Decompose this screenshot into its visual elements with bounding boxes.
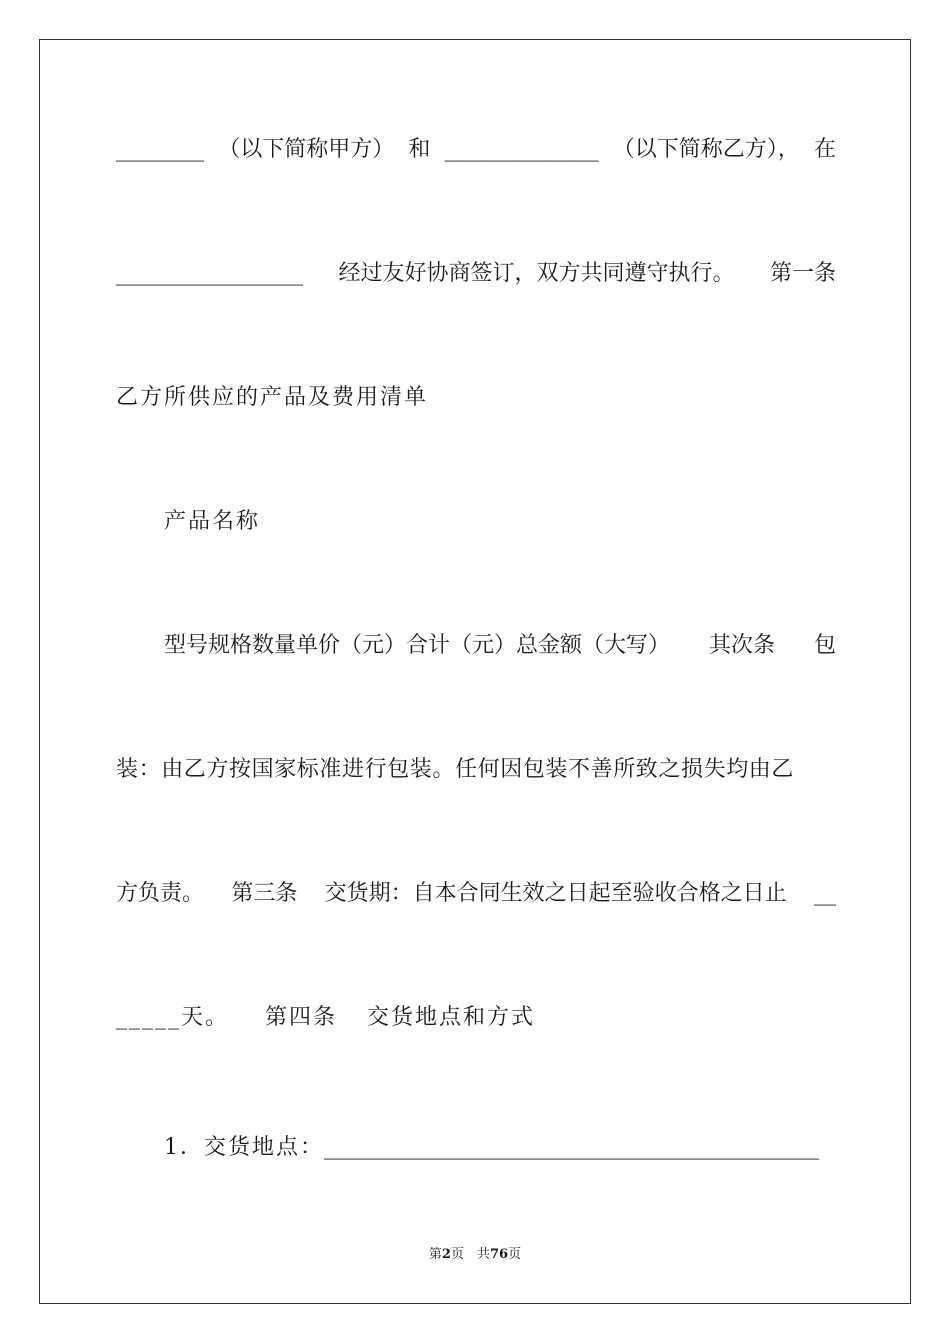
text-line-8 [116,1001,535,1035]
footer-suffix: 页 [508,1247,522,1262]
page-border [39,39,911,1304]
page-footer [0,1246,950,1264]
blank-days-end: _____天。 [116,1005,230,1030]
text-line-3: 乙方所供应的产品及费用清单 [116,385,429,410]
article-3-heading: 第三条 [231,881,298,906]
text-line-7 [116,877,836,911]
text-line-4: 产品名称 [164,509,261,534]
text-line-9 [116,1131,836,1165]
footer-page-number: 2 [441,1247,451,1262]
word-at: 在 [813,137,836,162]
conjunction-and: 和 [408,137,431,162]
delivery-location-label: 1．交货地点： [164,1135,324,1160]
article-1-heading: 第一条 [769,261,836,286]
article-2-heading: 其次条 [708,633,775,658]
text-line-1 [116,133,836,167]
party-b-label: （以下简称乙方）， [612,137,800,162]
text-line-2 [116,257,836,291]
blank-location: _________________ [116,261,303,286]
responsibility-end: 方负责。 [116,881,205,906]
footer-prefix: 第 [428,1247,442,1262]
delivery-period: 交货期：自本合同生效之日起至验收合格之日止 [324,881,787,906]
article-4-heading: 第四条 [265,1005,338,1030]
footer-middle: 页 共 [450,1247,490,1262]
packaging-start: 包 [813,633,836,658]
footer-total-pages: 76 [489,1247,509,1262]
blank-party-b: ______________ [444,137,599,162]
blank-party-a: ________ [116,137,204,162]
delivery-location-method: 交货地点和方式 [367,1005,536,1030]
text-line-6: 装：由乙方按国家标准进行包装。任何因包装不善所致之损失均由乙 [116,757,795,782]
text-line-5 [116,629,836,663]
blank-delivery-location: _____________________________________________ [324,1135,819,1160]
party-a-label: （以下简称甲方） [218,137,395,162]
agreement-sentence: 经过友好协商签订，双方共同遵守执行。 [338,261,735,286]
blank-days-start: __ [813,881,836,906]
table-columns: 型号规格数量单价（元）合计（元）总金额（大写） [164,633,671,658]
